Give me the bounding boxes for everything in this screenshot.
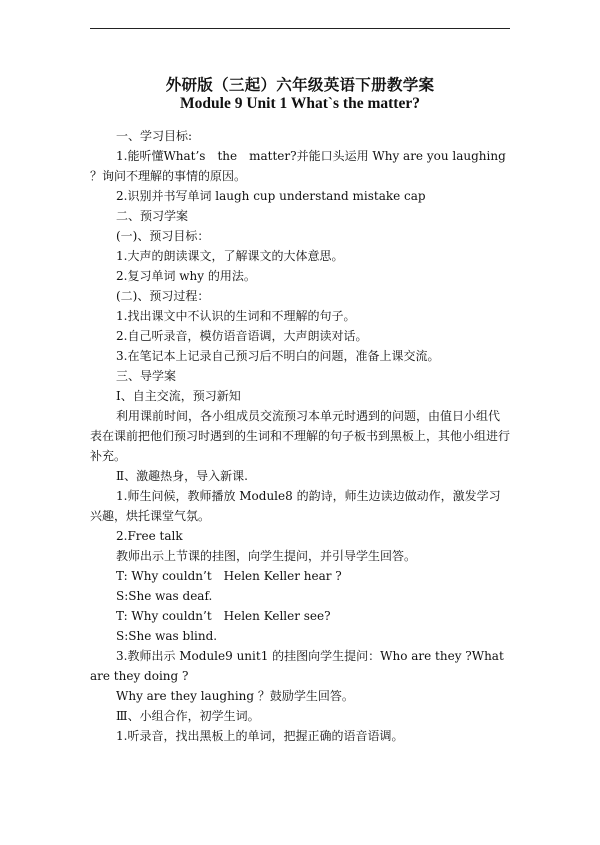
dialogue-line: S:She was blind. <box>116 629 218 643</box>
subsection-heading: Ⅲ、小组合作，初学生词。 <box>116 709 260 723</box>
paragraph: 1.听录音，找出黑板上的单词，把握正确的语音语调。 <box>116 729 404 743</box>
section-heading: 三、导学案 <box>116 369 177 383</box>
paragraph: 1.能听懂What’s the matter?并能口头运用 Why are you laughing ？询问不理解的事情的原因。 <box>90 149 506 183</box>
subsection-heading: Ⅱ、激趣热身，导入新课. <box>116 469 248 483</box>
subsection-heading: Ⅰ、自主交流，预习新知 <box>116 389 241 403</box>
document-body <box>90 126 510 746</box>
paragraph: 2.识别并书写单词 laugh cup understand mistake cap <box>116 189 426 203</box>
paragraph: 教师出示上节课的挂图，向学生提问，并引导学生回答。 <box>116 549 417 563</box>
paragraph: 1.找出课文中不认识的生词和不理解的句子。 <box>116 309 356 323</box>
section-heading: 一、学习目标: <box>116 129 193 143</box>
paragraph: 2.复习单词 why 的用法。 <box>116 269 256 283</box>
document-title-chinese: 外研版（三起）六年级英语下册教学案 <box>165 75 435 94</box>
dialogue-line: S:She was deaf. <box>116 589 213 603</box>
paragraph: 2.自己听录音，模仿语音语调，大声朗读对话。 <box>116 329 368 343</box>
paragraph: 1.师生问候，教师播放 Module8 的韵诗，师生边读边做动作，激发学习兴趣，烘托课堂气氛。 <box>90 489 501 523</box>
paragraph: 3.在笔记本上记录自己预习后不明白的问题，准备上课交流。 <box>116 349 440 363</box>
dialogue-line: T: Why couldn’t Helen Keller hear ? <box>116 569 342 583</box>
subsection-heading: (一)、预习目标： <box>116 229 210 243</box>
dialogue-line: T: Why couldn’t Helen Keller see? <box>116 609 331 623</box>
document-title-english: Module 9 Unit 1 What`s the matter? <box>180 95 420 112</box>
paragraph: 3.教师出示 Module9 unit1 的挂图向学生提问：Who are they ?What are they doing ? <box>90 649 504 683</box>
paragraph: Why are they laughing ？鼓励学生回答。 <box>116 689 354 703</box>
section-heading: 二、预习学案 <box>116 209 189 223</box>
header-rule <box>90 28 510 29</box>
subsection-heading: (二)、预习过程： <box>116 289 210 303</box>
paragraph: 2.Free talk <box>116 529 183 543</box>
paragraph: 1.大声的朗读课文，了解课文的大体意思。 <box>116 249 344 263</box>
paragraph: 利用课前时间，各小组成员交流预习本单元时遇到的问题，由值日小组代表在课前把他们预习时遇到的生词和不理解的句子板书到黑板上，其他小组进行补充。 <box>90 409 511 463</box>
